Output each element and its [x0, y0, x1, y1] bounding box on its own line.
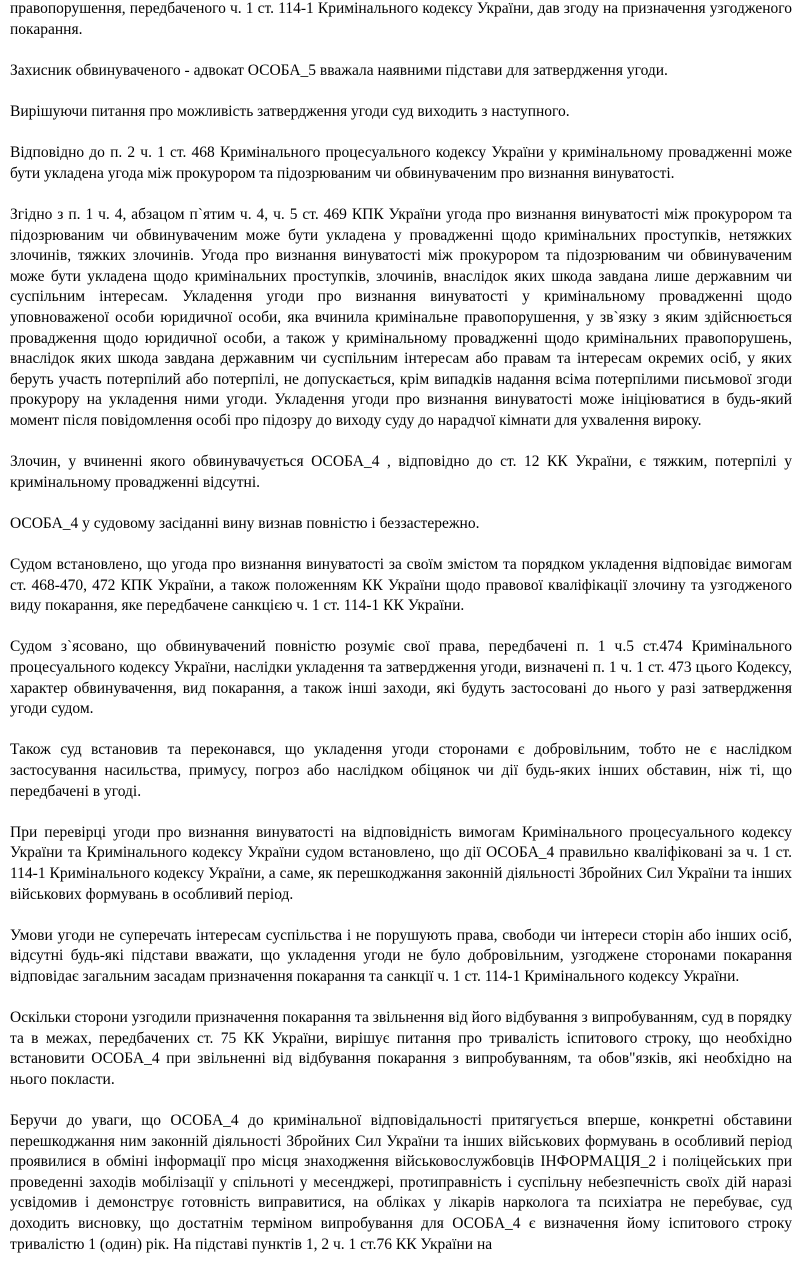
paragraph: Захисник обвинуваченого - адвокат ОСОБА_5 вважала наявними підстави для затвердження угоди.: [10, 61, 668, 79]
paragraph: Оскільки сторони узгодили призначення покарання та звільнення від його відбування з випробуванням, суд в порядку та в межах, передбачених ст. 75 КК України, вирішує питання про тривалість іспитового строку, що необхідно встановити ОСОБА_4 при звільненні від відбування покарання з випробуванням, та обов"язків, які необхідно на нього покласти.: [10, 1009, 792, 1088]
paragraph: Беручи до уваги, що ОСОБА_4 до кримінальної відповідальності притягується вперше, конкретні обставини перешкоджання ним законній діяльності Збройних Сил України та інших військових формувань в особливий період проявилися в обміні інформації про місця знаходження військовослужбовців ІНФОРМАЦІЯ_2 і поліцейських при проведенні заходів мобілізації у спільноті у месенджері, протиправність і суспільну небезпечність своїх дій наразі усвідомив і демонструє готовність виправитися, на обліках у лікарів нарколога та психіатра не перебуває, суд доходить висновку, що достатнім терміном випробування для ОСОБА_4 є визначення йому іспитового строку тривалістю 1 (один) рік. На підставі пунктів 1, 2 ч. 1 ст.76 КК України на: [10, 1112, 792, 1253]
paragraph: Умови угоди не суперечать інтересам суспільства і не порушують права, свободи чи інтереси сторін або інших осіб, відсутні будь-які підстави вважати, що укладення угоди не було добровільним, узгоджене сторонами покарання відповідає загальним засадам призначення покарання та санкції ч. 1 ст. 114-1 Кримінального кодексу України.: [10, 926, 792, 985]
paragraph: Також суд встановив та переконався, що укладення угоди сторонами є добровільним, тобто не є наслідком застосування насильства, примусу, погроз або наслідком обіцянок чи дії будь-яких інших обставин, ніж ті, що передбачені в угоді.: [10, 741, 792, 800]
paragraph: Відповідно до п. 2 ч. 1 ст. 468 Кримінального процесуального кодексу України у кримінальному провадженні може бути укладена угода між прокурором та підозрюваним чи обвинуваченим про визнання винуватості.: [10, 144, 792, 182]
paragraph: Злочин, у вчиненні якого обвинувачується ОСОБА_4 , відповідно до ст. 12 КК України, є тяжким, потерпілі у кримінальному провадженні відсутні.: [10, 453, 792, 491]
paragraph: Судом з`ясовано, що обвинувачений повністю розуміє свої права, передбачені п. 1 ч.5 ст.474 Кримінального процесуального кодексу України, наслідки укладення та затвердження угоди, визначені п. 1 ч. 1 ст. 473 цього Кодексу, характер обвинувачення, вид покарання, а також інші заходи, які будуть застосовані до нього у разі затвердження угоди судом.: [10, 638, 792, 718]
paragraph: ОСОБА_4 у судовому засіданні вину визнав повністю і беззастережно.: [10, 514, 480, 532]
paragraph: При перевірці угоди про визнання винуватості на відповідність вимогам Кримінального процесуального кодексу України та Кримінального кодексу України судом встановлено, що дії ОСОБА_4 правильно кваліфіковані за ч. 1 ст. 114-1 Кримінального кодексу України, а саме, як перешкоджання законній діяльності Збройних Сил України та інших військових формувань в особливий період.: [10, 823, 792, 903]
document-body: [10, 0, 792, 1276]
paragraph: Судом встановлено, що угода про визнання винуватості за своїм змістом та порядком укладення відповідає вимогам ст. 468-470, 472 КПК України, а також положенням КК України щодо правової кваліфікації злочину та узгодженого виду покарання, яке передбачене санкцією ч. 1 ст. 114-1 КК України.: [10, 556, 792, 615]
paragraph: правопорушення, передбаченого ч. 1 ст. 114-1 Кримінального кодексу України, дав згоду на призначення узгодженого покарання.: [10, 0, 792, 38]
paragraph: Вирішуючи питання про можливість затвердження угоди суд виходить з наступного.: [10, 102, 570, 120]
paragraph: Згідно з п. 1 ч. 4, абзацом п`ятим ч. 4, ч. 5 ст. 469 КПК України угода про визнання винуватості між прокурором та підозрюваним чи обвинуваченим може бути укладена у провадженні щодо кримінальних проступків, нетяжких злочинів, тяжких злочинів. Угода про визнання винуватості між прокурором та підозрюваним чи обвинуваченим може бути укладена щодо кримінальних проступків, злочинів, внаслідок яких шкода завдана лише державним чи суспільним інтересам. Укладення угоди про визнання винуватості у кримінальному провадженні щодо уповноваженої особи юридичної особи, яка вчинила кримінальне правопорушення, у зв`язку з яким здійснюється провадження щодо юридичної особи, а також у кримінальному провадженні щодо кримінальних правопорушень, внаслідок яких шкода завдана державним чи суспільним інтересам або правам та інтересам окремих осіб, у яких беруть участь потерпілий або потерпілі, не допускається, крім випадків надання всіма потерпілими письмової згоди прокурору на укладення ними угоди. Укладення угоди про визнання винуватості може ініціюватися в будь-який момент після повідомлення особі про підозру до виходу суду до нарадчої кімнати для ухвалення вироку.: [10, 205, 792, 429]
